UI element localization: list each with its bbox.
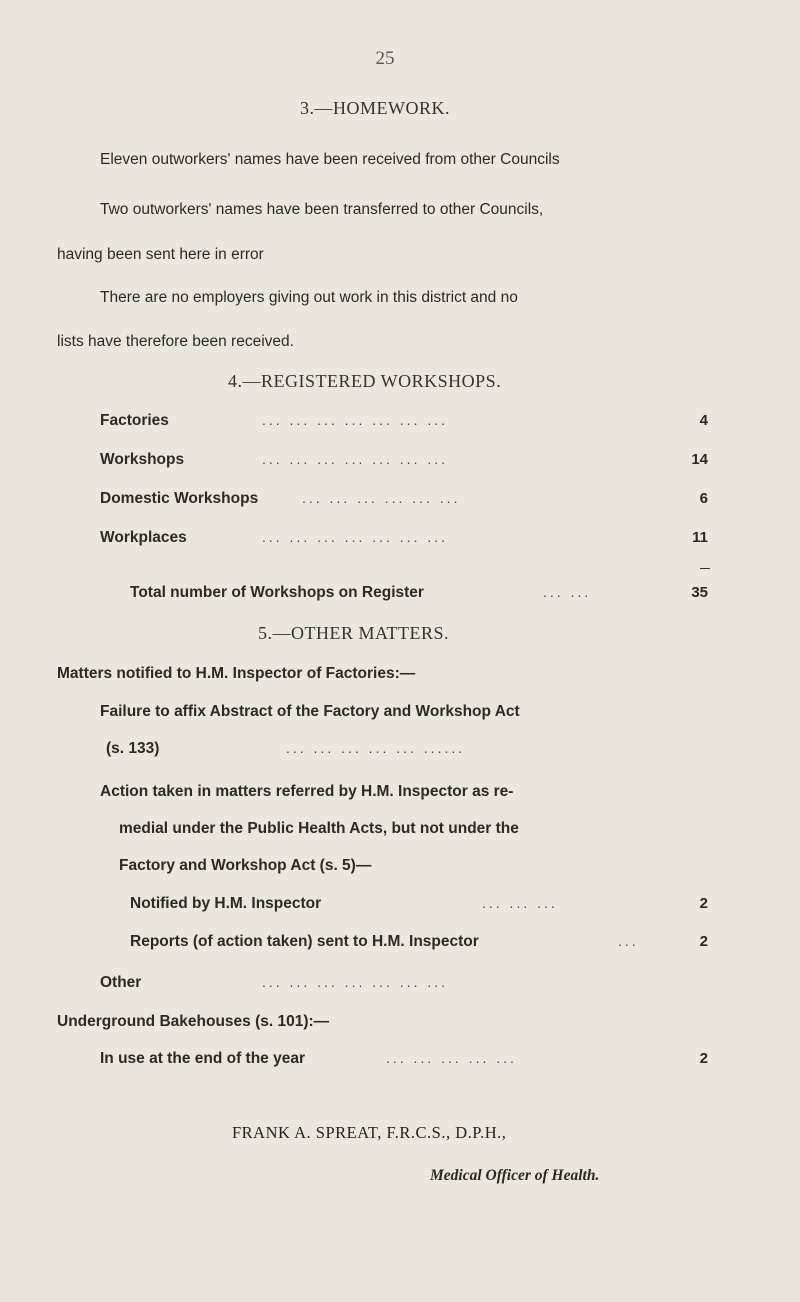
leader-dots: ... ... ... ... ... ... ... bbox=[262, 451, 449, 467]
in-use-label: In use at the end of the year bbox=[100, 1050, 305, 1067]
workshop-row-label: Factories bbox=[100, 412, 169, 429]
action-line-2: medial under the Public Health Acts, but not under the bbox=[119, 820, 519, 837]
workshop-row-label: Domestic Workshops bbox=[100, 490, 259, 507]
action-line-3: Factory and Workshop Act (s. 5)— bbox=[119, 857, 372, 874]
notified-label: Notified by H.M. Inspector bbox=[130, 895, 322, 912]
total-rule bbox=[700, 568, 710, 569]
leader-dots: ... ... ... ... ... ... bbox=[302, 490, 461, 506]
reports-label: Reports (of action taken) sent to H.M. Inspector bbox=[130, 933, 479, 950]
workshop-row-value: 6 bbox=[699, 490, 708, 507]
homework-paragraph-2-line-1: Two outworkers' names have been transferred to other Councils, bbox=[100, 201, 544, 218]
workshop-row-value: 14 bbox=[691, 451, 708, 468]
in-use-value: 2 bbox=[699, 1050, 708, 1067]
leader-dots: ... ... ... ... ... ... ... bbox=[262, 974, 449, 990]
workshop-row-label: Workplaces bbox=[100, 529, 187, 546]
reports-value: 2 bbox=[699, 933, 708, 950]
failure-line-1: Failure to affix Abstract of the Factory and Workshop Act bbox=[100, 703, 520, 720]
homework-paragraph-1: Eleven outworkers' names have been received from other Councils bbox=[100, 151, 560, 168]
leader-dots: ... ... ... bbox=[482, 895, 558, 911]
section-heading-registered-workshops: 4.—REGISTERED WORKSHOPS. bbox=[228, 371, 502, 391]
leader-dots: ... ... ... ... ... bbox=[386, 1050, 517, 1066]
signatory-name: FRANK A. SPREAT, F.R.C.S., D.P.H., bbox=[232, 1123, 507, 1142]
leader-dots: ... ... ... ... ... ... ... bbox=[262, 412, 449, 428]
total-value: 35 bbox=[691, 584, 708, 601]
action-line-1: Action taken in matters referred by H.M. Inspector as re- bbox=[100, 783, 514, 800]
bakehouses-intro: Underground Bakehouses (s. 101):— bbox=[57, 1013, 330, 1030]
leader-dots: ... bbox=[618, 933, 639, 949]
workshop-row-label: Workshops bbox=[100, 451, 185, 468]
failure-line-2: (s. 133) bbox=[106, 740, 160, 757]
leader-dots: ... ... ... ... ... ... ... bbox=[262, 529, 449, 545]
matters-intro: Matters notified to H.M. Inspector of Factories:— bbox=[57, 665, 416, 682]
section-heading-homework: 3.—HOMEWORK. bbox=[300, 98, 450, 118]
section-heading-other-matters: 5.—OTHER MATTERS. bbox=[258, 623, 450, 643]
homework-paragraph-3-line-1: There are no employers giving out work in this district and no bbox=[100, 289, 518, 306]
homework-paragraph-3-line-2: lists have therefore been received. bbox=[57, 333, 294, 350]
workshop-row-value: 11 bbox=[692, 529, 708, 546]
leader-dots: ... ... ... ... ... ...... bbox=[286, 740, 466, 756]
signatory-title: Medical Officer of Health. bbox=[430, 1167, 600, 1184]
workshop-row-value: 4 bbox=[699, 412, 708, 429]
leader-dots: ... ... bbox=[543, 584, 592, 600]
homework-paragraph-2-line-2: having been sent here in error bbox=[57, 246, 264, 263]
notified-value: 2 bbox=[699, 895, 708, 912]
page-number: 25 bbox=[375, 48, 395, 69]
total-label: Total number of Workshops on Register bbox=[130, 584, 424, 601]
other-label: Other bbox=[100, 974, 142, 991]
